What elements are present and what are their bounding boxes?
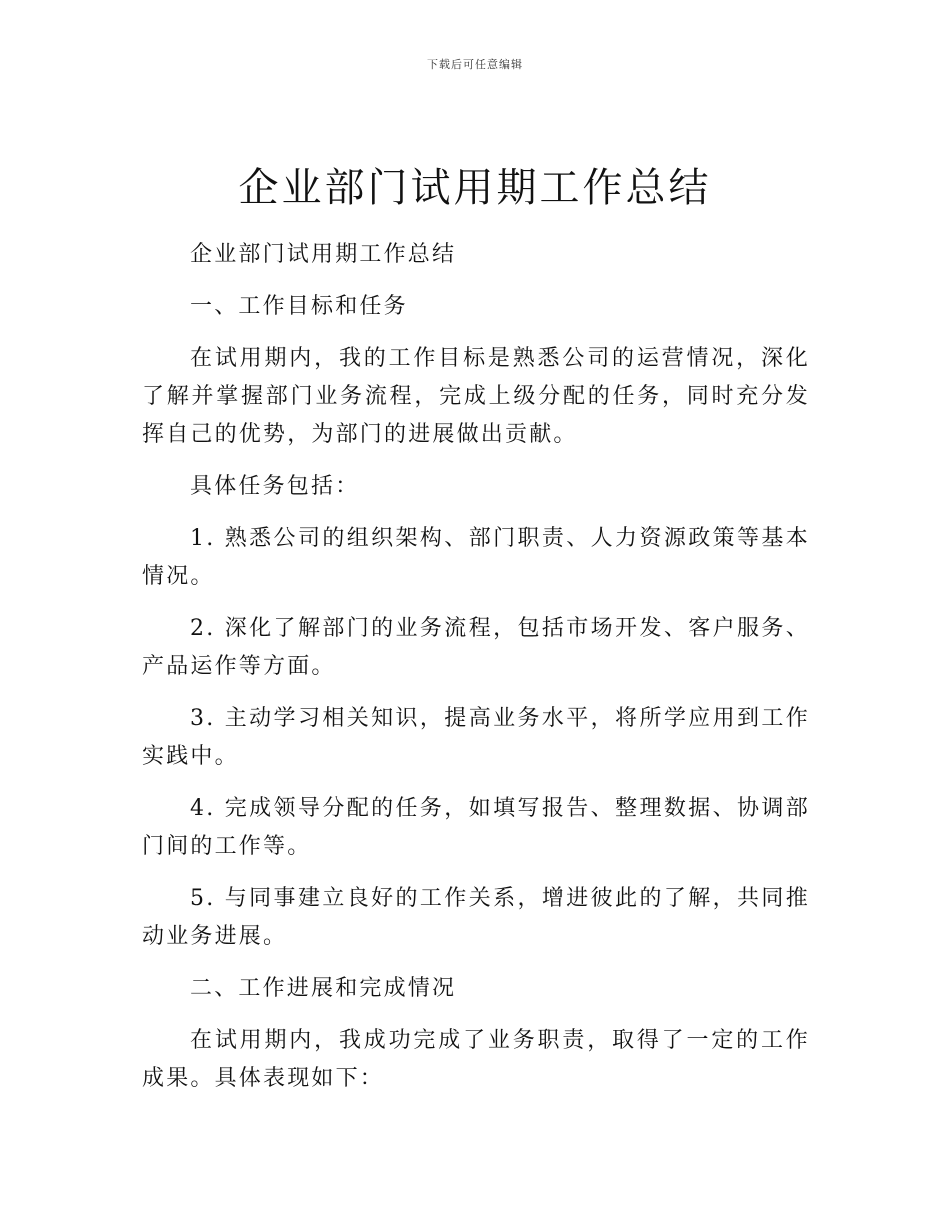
document-title: 企业部门试用期工作总结: [238, 165, 712, 211]
paragraph-progress: 在试用期内，我成功完成了业务职责，取得了一定的工作成果。具体表现如下：: [142, 1028, 810, 1091]
paragraph-tasks-intro: 具体任务包括：: [190, 474, 360, 499]
list-item-task-2: 2. 深化了解部门的业务流程，包括市场开发、客户服务、产品运作等方面。: [142, 616, 810, 679]
document-body: [142, 236, 810, 1112]
header-note: 下载后可任意编辑: [427, 58, 523, 71]
section-heading-progress: 二、工作进展和完成情况: [190, 976, 457, 1001]
list-item-task-1: 1. 熟悉公司的组织架构、部门职责、人力资源政策等基本情况。: [142, 526, 810, 589]
list-item-task-5: 5. 与同事建立良好的工作关系，增进彼此的了解，共同推动业务进展。: [142, 886, 810, 949]
paragraph-subtitle: 企业部门试用期工作总结: [190, 242, 457, 267]
list-item-task-4: 4. 完成领导分配的任务，如填写报告、整理数据、协调部门间的工作等。: [142, 796, 810, 859]
list-item-task-3: 3. 主动学习相关知识，提高业务水平，将所学应用到工作实践中。: [142, 706, 810, 769]
section-heading-goals: 一、工作目标和任务: [190, 294, 408, 319]
paragraph-goals: 在试用期内，我的工作目标是熟悉公司的运营情况，深化了解并掌握部门业务流程，完成上级分配的任务，同时充分发挥自己的优势，为部门的进展做出贡献。: [142, 346, 810, 447]
